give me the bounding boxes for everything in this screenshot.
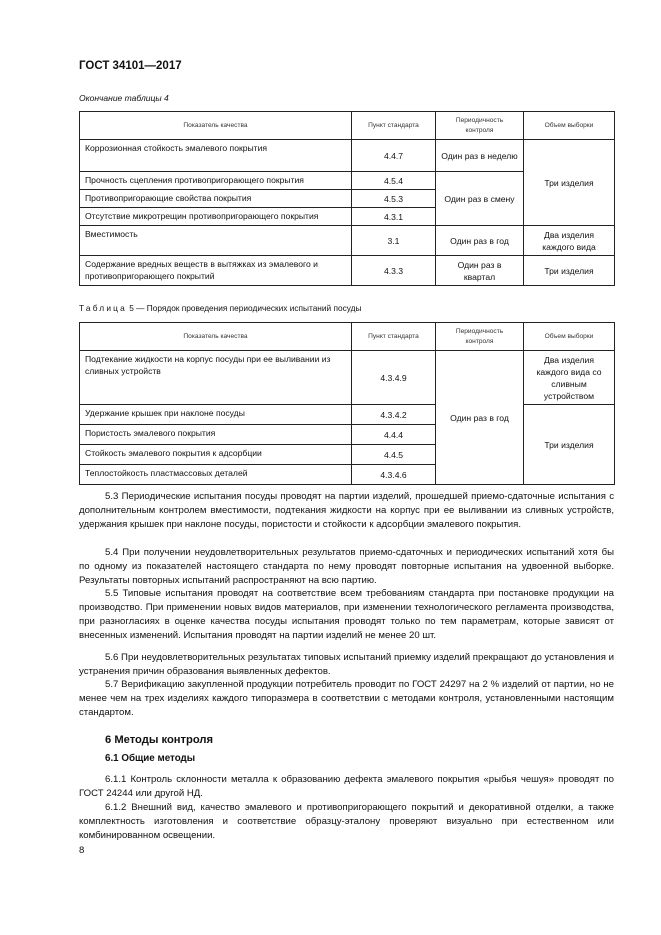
header-standard-clause: Пункт стандарта (352, 323, 436, 351)
table-cell: Содержание вредных веществ в вытяжках из эмалевого и противопригорающего покрытий (80, 256, 352, 286)
table-5-caption-text: 5 — Порядок проведения периодических испытаний посуды (126, 303, 362, 313)
table-5 (79, 322, 615, 485)
table-cell: Один раз в квартал (436, 256, 524, 286)
table-cell: Теплостойкость пластмассовых деталей (80, 465, 352, 485)
paragraph-text: 6.1.2 Внешний вид, качество эмалевого и противопригорающего покрытий и декоративной отделки, а также комплектность изготовления и соответствие образцу-эталону проверяют визуально при естественном или комбинированном освещении. (79, 802, 614, 841)
document-header: ГОСТ 34101—2017 (79, 60, 182, 72)
table-cell: Подтекание жидкости на корпус посуды при ее выливании из сливных устройств (80, 351, 352, 405)
paragraph-5-5 (79, 587, 614, 643)
table-cell: Один раз в год (436, 226, 524, 256)
paragraph-text: 5.3 Периодические испытания посуды проводят на партии изделий, прошедшей приемо-сдаточные испытания с дополнительным контролем вместимости, подтекания жидкости на корпус при ее выливании из сливных устройств, удержания крышек при наклоне посуды, пористости и стойкости к адсорбции эмалевого покрытия. (79, 491, 614, 530)
table-cell: 4.5.3 (352, 190, 436, 208)
table-5-caption (79, 303, 361, 313)
table-cell: 4.3.4.2 (352, 405, 436, 425)
paragraph-5-7 (79, 678, 614, 720)
paragraph-6-1-2 (79, 801, 614, 843)
table-cell: 4.4.4 (352, 425, 436, 445)
table-cell: Прочность сцепления противопригорающего покрытия (80, 172, 352, 190)
table-cell: 4.3.4.9 (352, 351, 436, 405)
table-cell: Стойкость эмалевого покрытия к адсорбции (80, 445, 352, 465)
table-cell: Удержание крышек при наклоне посуды (80, 405, 352, 425)
table-cell: Три изделия (524, 256, 615, 286)
table-cell: Три изделия (524, 140, 615, 226)
paragraph-text: 5.4 При получении неудовлетворительных результатов приемо-сдаточных и периодических испытаний хотя бы по одному из показателей настоящего стандарта по нему проводят повторные испытания на удвоенной выборке. Результаты повторных испытаний распространяют на всю партию. (79, 547, 614, 586)
table-cell: Два изделия каждого вида (524, 226, 615, 256)
table-cell: Коррозионная стойкость эмалевого покрытия (80, 140, 352, 172)
table-cell: 4.3.4.6 (352, 465, 436, 485)
paragraph-5-6 (79, 651, 614, 679)
section-heading-6: 6 Методы контроля (105, 734, 214, 746)
header-periodicity: Периодичность контроля (436, 323, 524, 351)
table-cell: Один раз в смену (436, 172, 524, 226)
table-cell: Два изделия каждого вида со сливным устройством (524, 351, 615, 405)
table-cell: 4.4.7 (352, 140, 436, 172)
paragraph-text: 5.6 При неудовлетворительных результатах типовых испытаний приемку изделий прекращают до установления и устранения причин образования выявленных дефектов. (79, 652, 614, 677)
paragraph-text: 5.5 Типовые испытания проводят на соответствие всем требованиям стандарта при постановке продукции на производство. При применении новых видов материалов, при изменении технологического регламента производства, при разногласиях в оценке качества посуды испытания проводят только по тем параметрам, которые зависят от внесенных изменений. Испытания проводят на партии изделий не менее 20 шт. (79, 588, 614, 641)
header-standard-clause: Пункт стандарта (352, 112, 436, 140)
paragraph-text: 5.7 Верификацию закупленной продукции потребитель проводит по ГОСТ 24297 на 2 % изделий от партии, но не менее чем на трех изделиях каждого типоразмера в соответствии с методами контроля, установленными настоящим стандартом. (79, 679, 614, 718)
table-cell: 3.1 (352, 226, 436, 256)
header-quality-indicator: Показатель качества (80, 112, 352, 140)
paragraph-5-4 (79, 546, 614, 588)
table-cell: Один раз в год (436, 351, 524, 485)
table-cell: 4.5.4 (352, 172, 436, 190)
header-quality-indicator: Показатель качества (80, 323, 352, 351)
table-cell: Пористость эмалевого покрытия (80, 425, 352, 445)
page-number: 8 (79, 845, 85, 856)
subsection-heading-6-1: 6.1 Общие методы (105, 753, 196, 764)
table-cell: Вместимость (80, 226, 352, 256)
table-continuation-label: Окончание таблицы 4 (79, 93, 169, 103)
paragraph-5-3 (79, 490, 614, 532)
header-periodicity: Периодичность контроля (436, 112, 524, 140)
table-5-caption-label: Таблица (79, 303, 127, 313)
header-sample-size: Объем выборки (524, 323, 615, 351)
header-sample-size: Объем выборки (524, 112, 615, 140)
table-cell: Противопригорающие свойства покрытия (80, 190, 352, 208)
table-cell: 4.4.5 (352, 445, 436, 465)
table-cell: 4.3.1 (352, 208, 436, 226)
table-cell: Три изделия (524, 405, 615, 485)
table-cell: Отсутствие микротрещин противопригорающего покрытия (80, 208, 352, 226)
table-cell: 4.3.3 (352, 256, 436, 286)
table-cell: Один раз в неделю (436, 140, 524, 172)
table-4 (79, 111, 615, 286)
paragraph-text: 6.1.1 Контроль склонности металла к образованию дефекта эмалевого покрытия «рыбья чешуя» проводят по ГОСТ 24244 или другой НД. (79, 774, 614, 799)
paragraph-6-1-1 (79, 773, 614, 801)
